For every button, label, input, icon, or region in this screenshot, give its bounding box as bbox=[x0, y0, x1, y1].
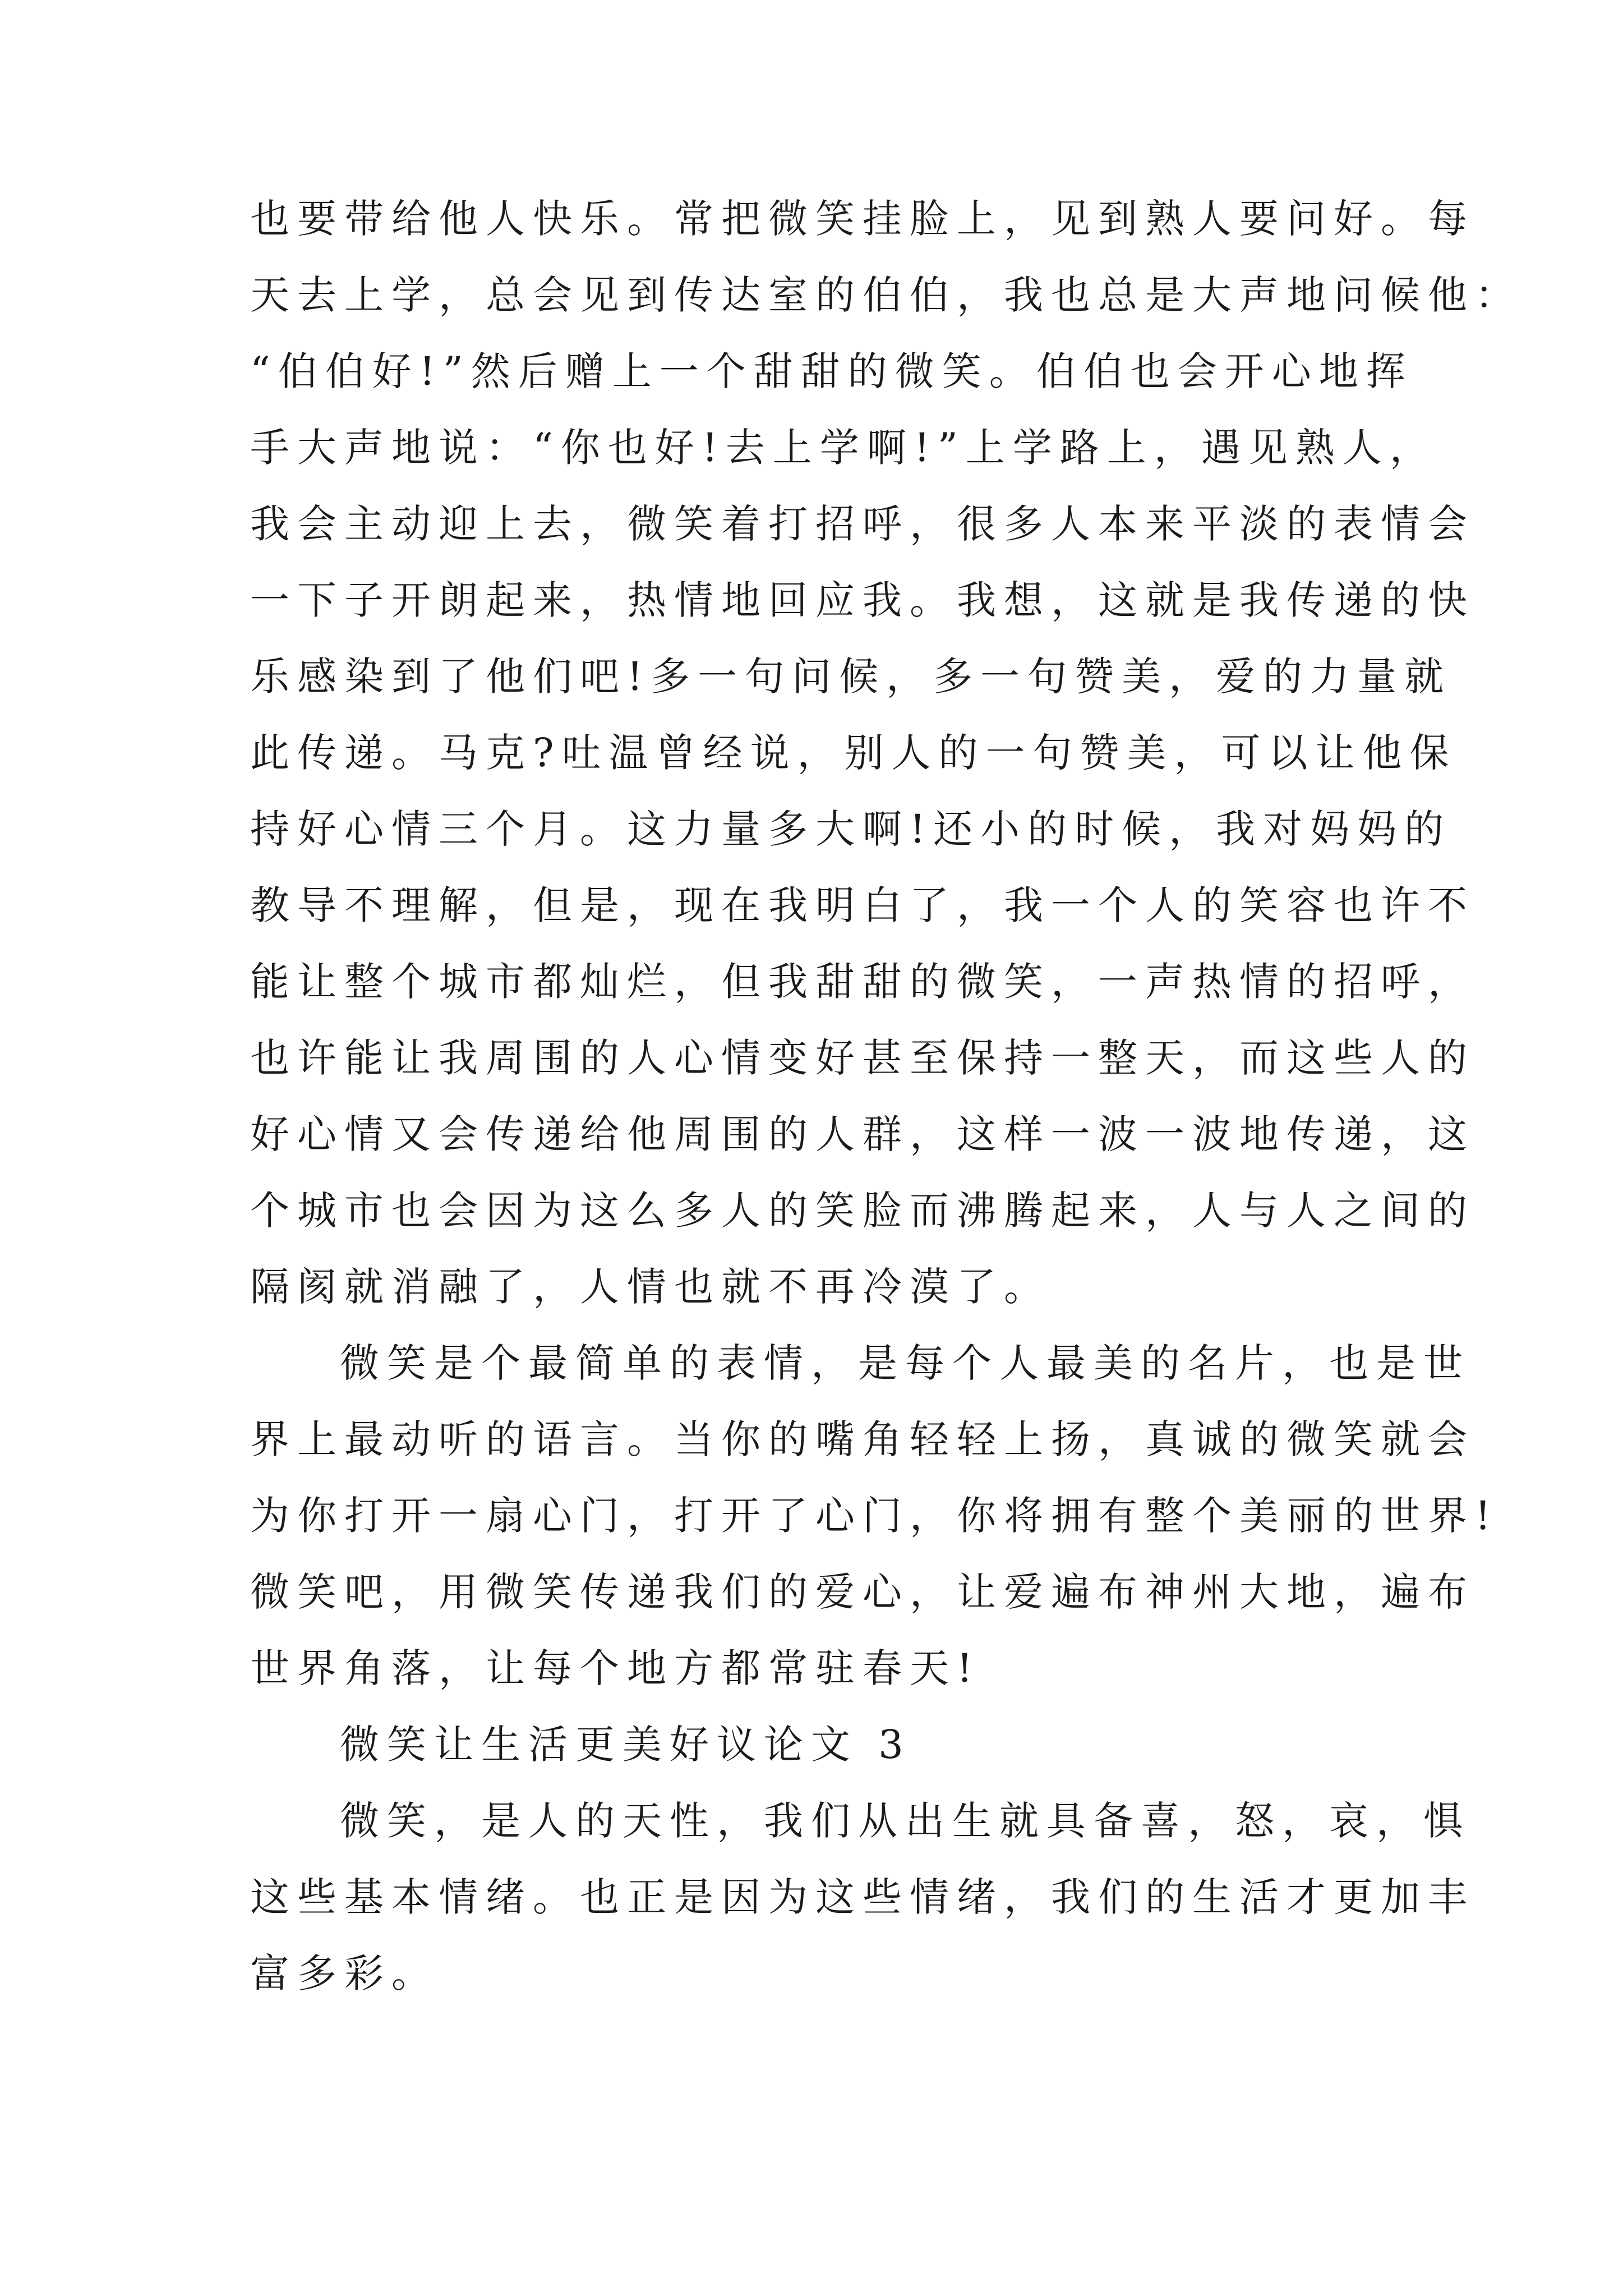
text-line: 界上最动听的语言。当你的嘴角轻轻上扬，真诚的微笑就会 bbox=[250, 1416, 1475, 1462]
text-line: 个城市也会因为这么多人的笑脸而沸腾起来，人与人之间的 bbox=[250, 1188, 1475, 1234]
text-line: 能让整个城市都灿烂，但我甜甜的微笑，一声热情的招呼， bbox=[250, 959, 1475, 1005]
text-line: 一下子开朗起来，热情地回应我。我想，这就是我传递的快 bbox=[250, 577, 1475, 623]
text-line: 为你打开一扇心门，打开了心门，你将拥有整个美丽的世界! bbox=[250, 1493, 1499, 1539]
text-line: “伯伯好!”然后赠上一个甜甜的微笑。伯伯也会开心地挥 bbox=[250, 348, 1413, 394]
text-line: 好心情又会传递给他周围的人群，这样一波一波地传递，这 bbox=[250, 1111, 1475, 1157]
text-line: 我会主动迎上去，微笑着打招呼，很多人本来平淡的表情会 bbox=[250, 501, 1475, 547]
text-line: 持好心情三个月。这力量多大啊!还小的时候，我对妈妈的 bbox=[250, 806, 1452, 852]
text-line: 微笑，是人的天性，我们从出生就具备喜，怒，哀，惧 bbox=[340, 1798, 1470, 1844]
text-line: 这些基本情绪。也正是因为这些情绪，我们的生活才更加丰 bbox=[250, 1874, 1475, 1920]
text-line: 天去上学，总会见到传达室的伯伯，我也总是大声地问候他： bbox=[250, 272, 1522, 318]
text-line: 也要带给他人快乐。常把微笑挂脸上，见到熟人要问好。每 bbox=[250, 196, 1475, 242]
text-line: 此传递。马克?吐温曾经说，别人的一句赞美，可以让他保 bbox=[250, 730, 1457, 776]
body-text bbox=[250, 181, 1522, 2012]
text-line: 微笑是个最简单的表情，是每个人最美的名片，也是世 bbox=[340, 1340, 1470, 1386]
text-line: 也许能让我周围的人心情变好甚至保持一整天，而这些人的 bbox=[250, 1035, 1475, 1081]
text-line: 乐感染到了他们吧!多一句问候，多一句赞美，爱的力量就 bbox=[250, 654, 1452, 700]
text-line: 隔阂就消融了，人情也就不再冷漠了。 bbox=[250, 1264, 1051, 1310]
text-line: 富多彩。 bbox=[250, 1950, 439, 1996]
text-line: 世界角落，让每个地方都常驻春天! bbox=[250, 1645, 981, 1691]
text-line: 微笑吧，用微笑传递我们的爱心，让爱遍布神州大地，遍布 bbox=[250, 1569, 1475, 1615]
text-line: 微笑让生活更美好议论文 3 bbox=[340, 1722, 911, 1768]
text-line: 教导不理解，但是，现在我明白了，我一个人的笑容也许不 bbox=[250, 882, 1475, 928]
text-line: 手大声地说：“你也好!去上学啊!”上学路上，遇见熟人， bbox=[250, 425, 1437, 471]
